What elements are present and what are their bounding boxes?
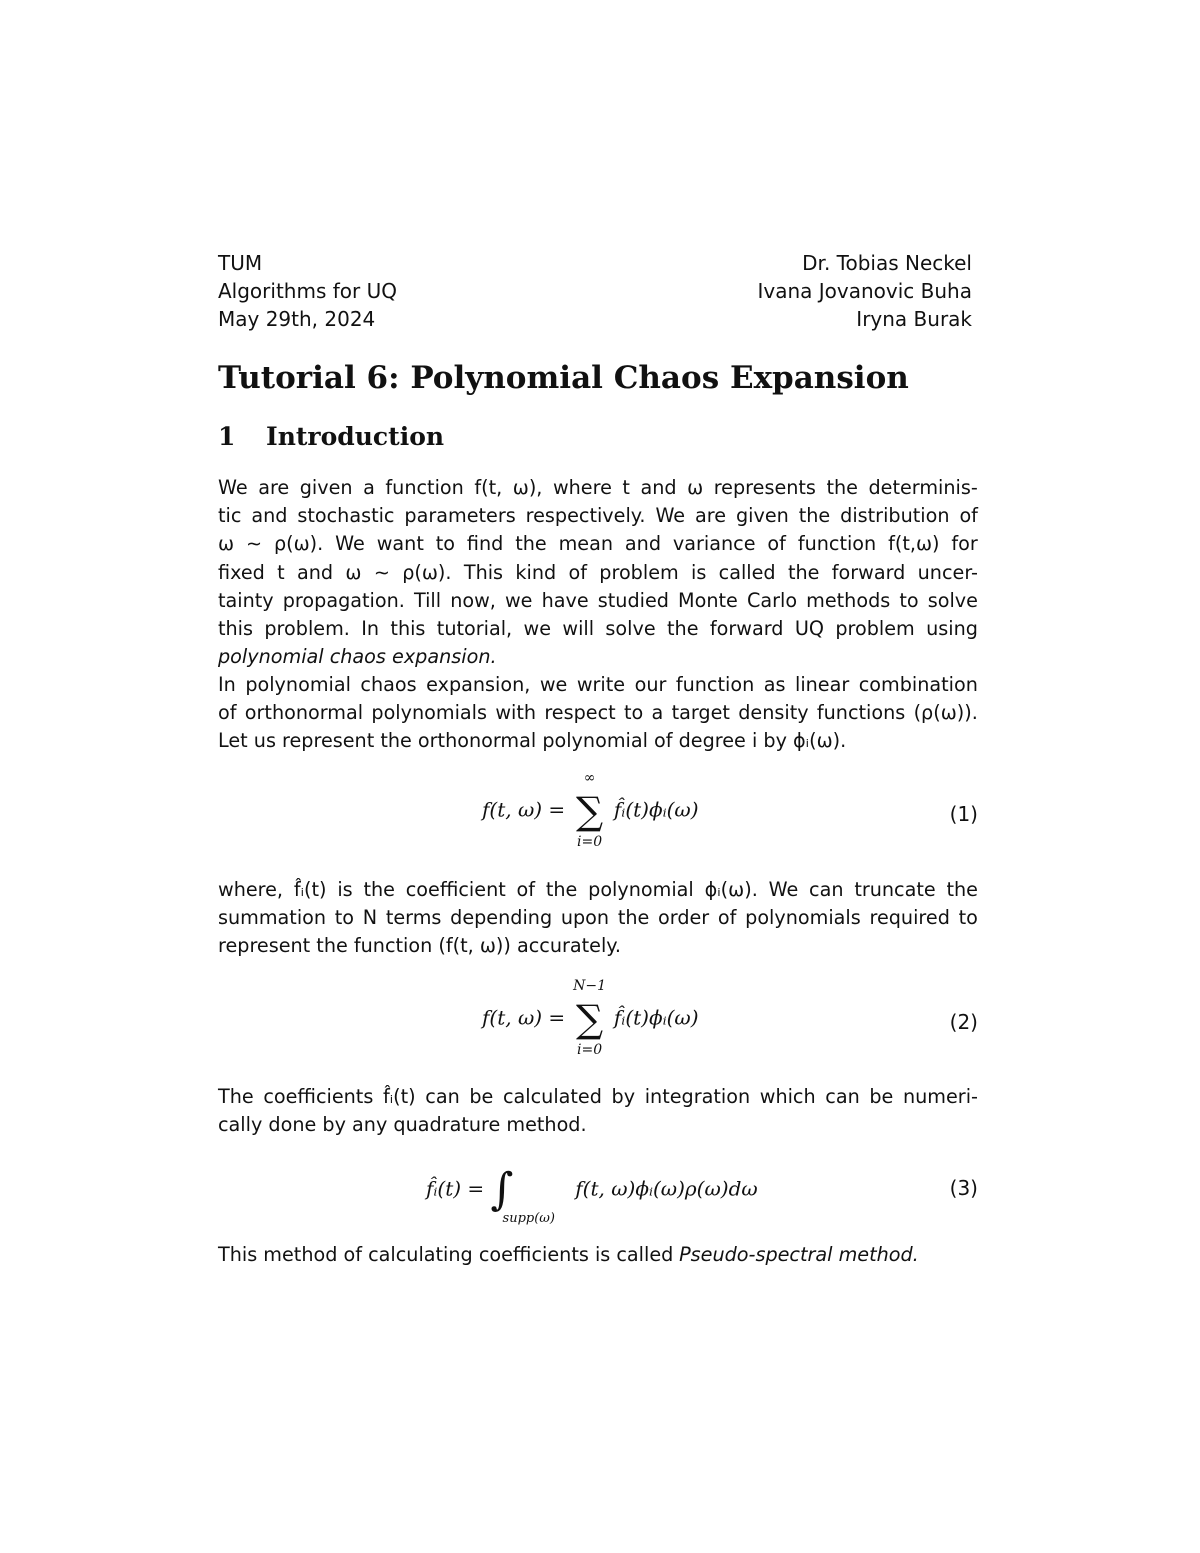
- paragraph-line: ω ∼ ρ(ω). We want to find the mean and variance of function f(t,ω) for: [218, 532, 978, 556]
- header-date: May 29th, 2024: [218, 307, 376, 331]
- section-heading: [218, 422, 444, 451]
- paragraph-line: this problem. In this tutorial, we will solve the forward UQ problem using: [218, 617, 978, 641]
- paragraph-line: cally done by any quadrature method.: [218, 1113, 587, 1137]
- header-author-2: Ivana Jovanovic Buha: [757, 279, 972, 303]
- paragraph-coefficients: [218, 1083, 978, 1139]
- sum-upper-limit: N−1: [573, 978, 606, 994]
- method-sentence: This method of calculating coefficients is called: [218, 1243, 674, 1266]
- paragraph-line: We are given a function f(t, ω), where t and ω represents the determinis-: [218, 476, 978, 499]
- section-number: 1: [218, 422, 236, 451]
- header-author-3: Iryna Burak: [856, 307, 972, 331]
- sum-lower-limit: i=0: [576, 834, 603, 850]
- paragraph-method: [218, 1241, 978, 1269]
- paragraph-line: In polynomial chaos expansion, we write our function as linear combination: [218, 673, 978, 696]
- equation-3-number: (3): [949, 1176, 978, 1200]
- equation-1: [218, 772, 978, 852]
- equation-2: [218, 980, 978, 1060]
- equation-2-lhs: f(t, ω) =: [482, 1005, 566, 1030]
- method-name: Pseudo-spectral method.: [679, 1243, 919, 1266]
- paragraph-intro: [218, 474, 978, 671]
- paragraph-line: polynomial chaos expansion.: [218, 645, 497, 669]
- equation-3-lhs: f̂ᵢ(t) =: [426, 1176, 485, 1201]
- paragraph-line: Let us represent the orthonormal polynomial of degree i by ϕᵢ(ω).: [218, 729, 847, 753]
- paragraph-line: represent the function (f(t, ω)) accurately.: [218, 934, 622, 958]
- equation-3-rhs: f(t, ω)ϕᵢ(ω)ρ(ω)dω: [575, 1176, 758, 1201]
- paragraph-line: The coefficients f̂ᵢ(t) can be calculated by integration which can be numeri-: [218, 1085, 978, 1108]
- equation-2-rhs: f̂ᵢ(t)ϕᵢ(ω): [613, 1005, 699, 1030]
- integral-symbol: ∫ supp(ω): [490, 1164, 555, 1226]
- header-author-1: Dr. Tobias Neckel: [802, 251, 972, 275]
- header-course: Algorithms for UQ: [218, 279, 397, 303]
- sum-symbol: ∞ ∑ i=0: [572, 792, 608, 830]
- equation-2-number: (2): [949, 1010, 978, 1034]
- header-row-3: [218, 305, 972, 333]
- section-title: Introduction: [266, 422, 445, 451]
- sum-lower-limit: i=0: [576, 1042, 603, 1058]
- paragraph-line: tainty propagation. Till now, we have studied Monte Carlo methods to solve: [218, 588, 978, 612]
- equation-1-number: (1): [949, 802, 978, 826]
- paragraph-line: tic and stochastic parameters respectively. We are given the distribution of: [218, 504, 978, 528]
- sum-symbol: N−1 ∑ i=0: [573, 978, 606, 1058]
- paragraph-line: summation to N terms depending upon the order of polynomials required to: [218, 906, 978, 930]
- header-row-1: [218, 249, 972, 277]
- integral-lower-limit: supp(ω): [502, 1211, 555, 1226]
- paragraph-line: where, f̂ᵢ(t) is the coefficient of the polynomial ϕᵢ(ω). We can truncate the: [218, 878, 978, 901]
- equation-1-lhs: f(t, ω) =: [482, 797, 566, 822]
- header-institution: TUM: [218, 251, 263, 275]
- sum-upper-limit: ∞: [583, 770, 596, 786]
- paragraph-line: fixed t and ω ∼ ρ(ω). This kind of problem is called the forward uncer-: [218, 560, 978, 584]
- paragraph-pce: [218, 671, 978, 756]
- paragraph-line: [218, 1241, 978, 1269]
- equation-3: [218, 1150, 978, 1230]
- paragraph-truncation: [218, 876, 978, 961]
- page-title: Tutorial 6: Polynomial Chaos Expansion: [218, 360, 909, 396]
- paragraph-line: of orthonormal polynomials with respect to a target density functions (ρ(ω)).: [218, 701, 978, 725]
- equation-1-rhs: f̂ᵢ(t)ϕᵢ(ω): [613, 797, 699, 822]
- header-row-2: [218, 277, 972, 305]
